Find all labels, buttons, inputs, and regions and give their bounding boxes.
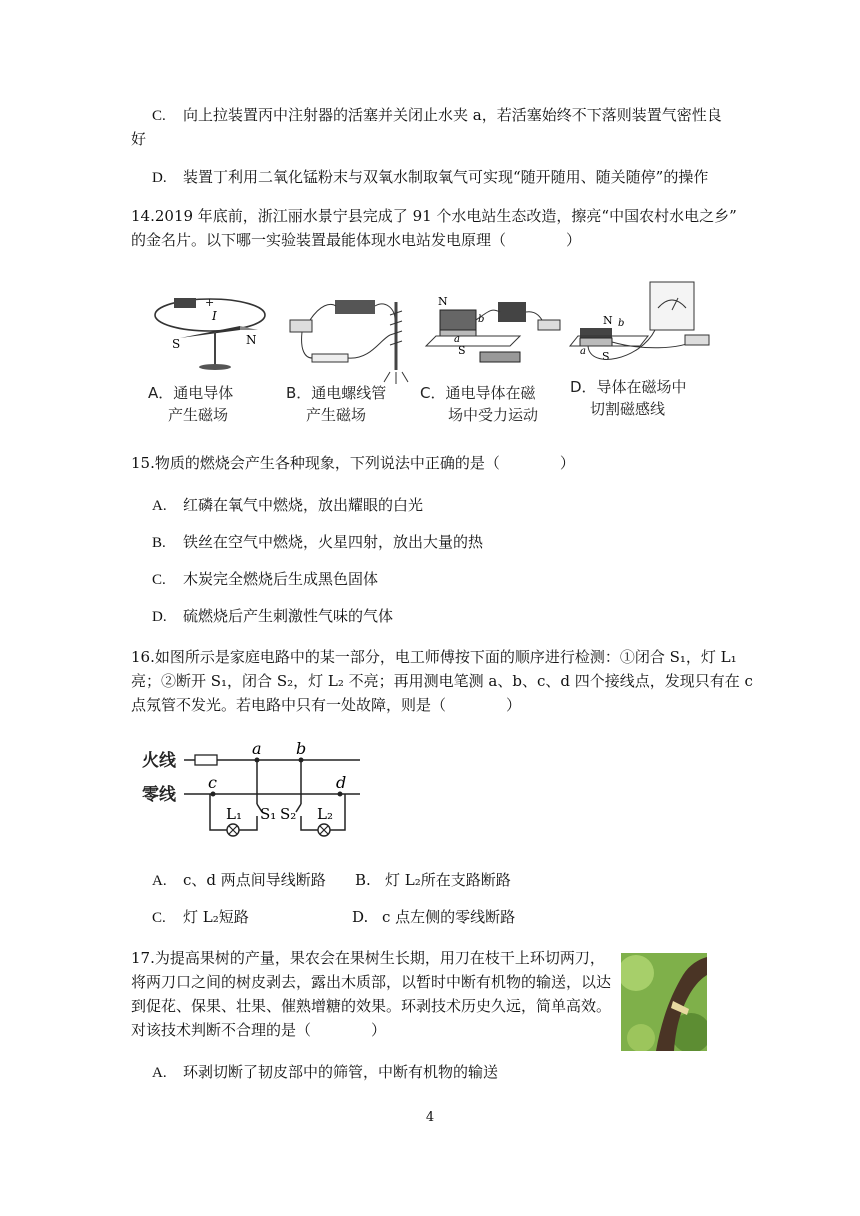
q14-stem-line2: 的金名片。以下哪一实验装置最能体现水电站发电原理（ ） (131, 231, 582, 249)
figure-c-label-n: N (438, 295, 448, 308)
q16-stem-line1: 16.如图所示是家庭电路中的某一部分，电工师傅按下面的顺序进行检测：①闭合 S₁，灯 L₁ (131, 648, 737, 666)
figure-d-label-s: S (602, 350, 610, 363)
figure-d-label-a: a (580, 346, 586, 357)
q14-stem-line1: 14.2019 年底前，浙江丽水景宁县完成了 91 个水电站生态改造，擦亮“中国农村水电之乡” (131, 207, 737, 225)
figure-a-caption-2: 产生磁场 (168, 406, 229, 424)
figure-a-label-i: I (212, 309, 217, 323)
q14-figures (140, 280, 730, 430)
figure-a-caption-1: A．通电导体 (148, 384, 234, 402)
circuit-live-label: 火线 (142, 751, 176, 771)
q15-option-d: D. 硫燃烧后产生刺激性气味的气体 (152, 607, 394, 625)
q16-stem-line2: 亮；②断开 S₁，闭合 S₂，灯 L₂ 不亮；再用测电笔测 a、b、c、d 四个接线点，发现只有在 c (131, 672, 753, 690)
q15-option-c: C. 木炭完全燃烧后生成黑色固体 (152, 570, 379, 588)
q13-option-d: D. 装置丁利用二氧化锰粉末与双氧水制取氧气可实现“随开随用、随关随停”的操作 (152, 168, 709, 186)
q15-stem: 15.物质的燃烧会产生各种现象，下列说法中正确的是（ ） (131, 454, 575, 472)
q16-circuit-diagram (140, 738, 365, 840)
figure-b-caption-2: 产生磁场 (306, 406, 367, 424)
figure-a-conductor-compass (148, 296, 265, 424)
page-number: 4 (425, 1110, 435, 1125)
q13-option-c-line1: C. 向上拉装置丙中注射器的活塞并关闭止水夹 a，若活塞始终不下落则装置气密性良 (152, 106, 722, 124)
figure-b-caption-1: B．通电螺线管 (286, 384, 387, 402)
svg-text:+: + (205, 296, 215, 309)
figure-d-label-b: b (618, 318, 625, 329)
q15-option-b: B. 铁丝在空气中燃烧，火星四射，放出大量的热 (152, 533, 484, 551)
circuit-switch-s2: S₂ (280, 805, 297, 823)
circuit-point-d: d (336, 773, 347, 792)
figure-c-label-s: S (458, 344, 466, 357)
q17-stem: 17.为提高果树的产量，果农会在果树生长期，用刀在枝干上环切两刀，将两刀口之间的树皮剥去，露出木质部，以暂时中断有机物的输送，以达到促花、保果、壮果、催熟增糖的效果。环剥技术历史久远，简单高效。对该技术判断不合理的是（ ） (131, 949, 612, 1039)
q16-option-a: A. c、d 两点间导线断路 (152, 871, 326, 889)
figure-a-label-n: N (246, 333, 257, 347)
figure-c-force-on-conductor (420, 295, 560, 424)
q15-option-a: A. 红磷在氧气中燃烧，放出耀眼的白光 (152, 496, 424, 514)
figure-c-label-a: a (454, 334, 460, 345)
circuit-switch-s1: S₁ (260, 805, 277, 823)
circuit-point-c: c (208, 773, 217, 792)
circuit-point-b: b (296, 739, 307, 758)
q17-girdled-branch-photo (621, 953, 707, 1051)
figure-b-solenoid (286, 300, 408, 424)
figure-d-caption-2: 切割磁感线 (590, 400, 666, 418)
q16-option-b: B. 灯 L₂所在支路断路 (355, 871, 511, 889)
figure-c-caption-1: C．通电导体在磁 (420, 384, 536, 402)
circuit-neutral-label: 零线 (142, 785, 176, 805)
figure-d-caption-1: D．导体在磁场中 (570, 378, 687, 396)
figure-d-conductor-cutting-field (570, 282, 709, 418)
q13-option-c-line2: 好 (131, 130, 147, 148)
q17-option-a: A. 环剥切断了韧皮部中的筛管，中断有机物的输送 (152, 1063, 499, 1081)
circuit-point-a: a (252, 739, 262, 758)
figure-a-label-s: S (172, 337, 181, 351)
figure-c-caption-2: 场中受力运动 (448, 406, 539, 424)
q16-option-c: C. 灯 L₂短路 (152, 908, 249, 926)
circuit-lamp-l2: L₂ (317, 805, 333, 823)
figure-c-label-b: b (478, 314, 485, 325)
q16-stem-line3: 点氖管不发光。若电路中只有一处故障，则是（ ） (131, 696, 522, 714)
q16-option-d: D. c 点左侧的零线断路 (352, 908, 516, 926)
circuit-lamp-l1: L₁ (226, 805, 242, 823)
figure-d-label-n: N (603, 314, 613, 327)
